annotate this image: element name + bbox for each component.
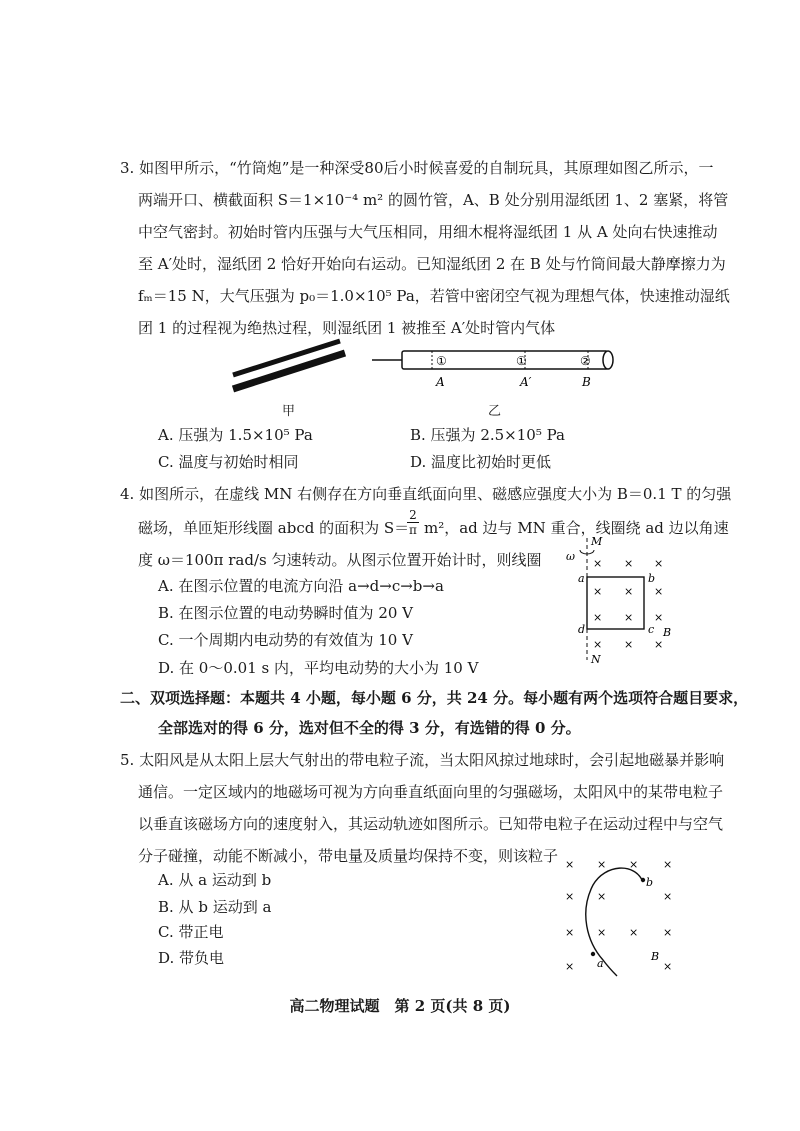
- cross-mark: ×: [593, 638, 603, 651]
- fig-yi-label: 乙: [488, 404, 502, 419]
- q4-line-2-end: m²，ad 边与 MN 重合，线圈绕 ad 边以角速: [424, 519, 729, 537]
- section-2-heading: 二、双项选择题：本题共 4 小题，每小题 6 分，共 24 分。每小题有两个选项符合题目要求，: [120, 689, 749, 707]
- label-b: b: [646, 876, 654, 889]
- cross-mark: ×: [663, 926, 673, 939]
- cross-mark: ×: [565, 960, 575, 973]
- q4-line-3: 度 ω＝100π rad/s 匀速转动。从图示位置开始计时，则线圈: [138, 551, 542, 569]
- q5-option-c[interactable]: C. 带正电: [158, 923, 224, 941]
- cross-mark: ×: [663, 858, 673, 871]
- area-fraction: [407, 508, 419, 537]
- cross-mark: ×: [624, 611, 634, 624]
- q3-option-b[interactable]: B. 压强为 2.5×10⁵ Pa: [410, 426, 565, 444]
- fraction-numerator: 2: [407, 508, 419, 523]
- bamboo-sticks-figure: [225, 335, 350, 395]
- label-omega: ω: [566, 550, 575, 563]
- q5-line-4: 分子碰撞，动能不断减小，带电量及质量均保持不变，则该粒子: [138, 847, 559, 865]
- label-field-b: B: [651, 950, 660, 963]
- cross-mark: ×: [654, 585, 664, 598]
- q4-line-1: 4. 如图所示，在虚线 MN 右侧存在方向垂直纸面向里、磁感应强度大小为 B＝0.1 T 的匀强: [120, 485, 732, 503]
- ball-2-label: ②: [580, 354, 591, 368]
- label-d: d: [578, 623, 586, 636]
- q5-line-1: 5. 太阳风是从太阳上层大气射出的带电粒子流，当太阳风掠过地球时，会引起地磁暴并影响: [120, 751, 725, 769]
- cross-mark: ×: [593, 557, 603, 570]
- cross-mark: ×: [663, 890, 673, 903]
- label-a: a: [578, 572, 585, 585]
- q5-line-3: 以垂直该磁场方向的速度射入，其运动轨迹如图所示。已知带电粒子在运动过程中与空气: [138, 815, 724, 833]
- cross-mark: ×: [565, 858, 575, 871]
- q3-option-a[interactable]: A. 压强为 1.5×10⁵ Pa: [158, 426, 313, 444]
- cross-mark: ×: [654, 611, 664, 624]
- q3-line-3: 中空气密封。初始时管内压强与大气压相同，用细木棍将湿纸团 1 从 A 处向右快速推动: [138, 223, 718, 241]
- particle-trajectory-figure: [555, 850, 680, 980]
- page-footer: 高二物理试题 第 2 页(共 8 页): [289, 997, 511, 1015]
- tube-figure: [370, 338, 620, 390]
- trajectory-path: [586, 868, 643, 976]
- q5-option-a[interactable]: A. 从 a 运动到 b: [158, 871, 272, 889]
- ball-1-moved-label: ①: [516, 354, 527, 368]
- fig-jia-label: 甲: [282, 404, 296, 419]
- q3-option-c[interactable]: C. 温度与初始时相同: [158, 453, 299, 471]
- label-c: c: [648, 623, 655, 636]
- cross-mark: ×: [654, 557, 664, 570]
- cross-mark: ×: [663, 960, 673, 973]
- q4-line-2-start: 磁场，单匝矩形线圈 abcd 的面积为 S＝: [138, 519, 410, 537]
- ball-1-label: ①: [436, 354, 447, 368]
- label-n: N: [591, 653, 601, 666]
- q4-option-a[interactable]: A. 在图示位置的电流方向沿 a→d→c→b→a: [158, 577, 444, 595]
- fraction-denominator: π: [409, 523, 417, 537]
- label-b: b: [648, 572, 656, 585]
- cross-mark: ×: [629, 858, 639, 871]
- q3-line-2: 两端开口、横截面积 S＝1×10⁻⁴ m² 的圆竹管，A、B 处分别用湿纸团 1、2 塞紧，将管: [138, 191, 729, 209]
- point-b-label: B: [582, 375, 591, 389]
- label-field-b: B: [663, 626, 672, 639]
- point-a-prime-label: A′: [520, 375, 532, 389]
- cross-mark: ×: [597, 890, 607, 903]
- cross-mark: ×: [597, 858, 607, 871]
- cross-mark: ×: [593, 585, 603, 598]
- q3-line-6: 团 1 的过程视为绝热过程，则湿纸团 1 被推至 A′处时管内气体: [138, 319, 556, 337]
- label-m: M: [591, 535, 603, 548]
- bamboo-tube: [402, 351, 608, 369]
- cross-mark: ×: [565, 890, 575, 903]
- cross-mark: ×: [624, 557, 634, 570]
- section-2-instructions: 全部选对的得 6 分，选对但不全的得 3 分，有选错的得 0 分。: [158, 719, 581, 737]
- cross-mark: ×: [629, 926, 639, 939]
- cross-mark: ×: [565, 926, 575, 939]
- point-a-label: A: [436, 375, 445, 389]
- q5-option-b[interactable]: B. 从 b 运动到 a: [158, 898, 272, 916]
- point-a-dot: [591, 952, 595, 956]
- q5-line-2: 通信。一定区域内的地磁场可视为方向垂直纸面向里的匀强磁场，太阳风中的某带电粒子: [138, 783, 724, 801]
- q5-option-d[interactable]: D. 带负电: [158, 949, 225, 967]
- q3-line-1: 3. 如图甲所示，“竹筒炮”是一种深受80后小时候喜爱的自制玩具，其原理如图乙所示，一: [120, 159, 714, 177]
- point-b-dot: [641, 878, 645, 882]
- q3-line-4: 至 A′处时，湿纸团 2 恰好开始向右运动。已知湿纸团 2 在 B 处与竹筒间最大静摩擦力为: [138, 255, 726, 273]
- cross-mark: ×: [624, 638, 634, 651]
- cross-mark: ×: [624, 585, 634, 598]
- q3-option-d[interactable]: D. 温度比初始时更低: [410, 453, 552, 471]
- tube-end: [603, 351, 613, 369]
- cross-mark: ×: [593, 611, 603, 624]
- q4-option-d[interactable]: D. 在 0～0.01 s 内，平均电动势的大小为 10 V: [158, 659, 479, 677]
- label-a: a: [597, 957, 604, 970]
- coil-field-figure: [560, 532, 675, 672]
- cross-mark: ×: [597, 926, 607, 939]
- cross-mark: ×: [654, 638, 664, 651]
- q3-line-5: fₘ＝15 N，大气压强为 p₀＝1.0×10⁵ Pa，若管中密闭空气视为理想气体，快速推动湿纸: [138, 287, 730, 305]
- q4-option-b[interactable]: B. 在图示位置的电动势瞬时值为 20 V: [158, 604, 414, 622]
- q4-option-c[interactable]: C. 一个周期内电动势的有效值为 10 V: [158, 631, 413, 649]
